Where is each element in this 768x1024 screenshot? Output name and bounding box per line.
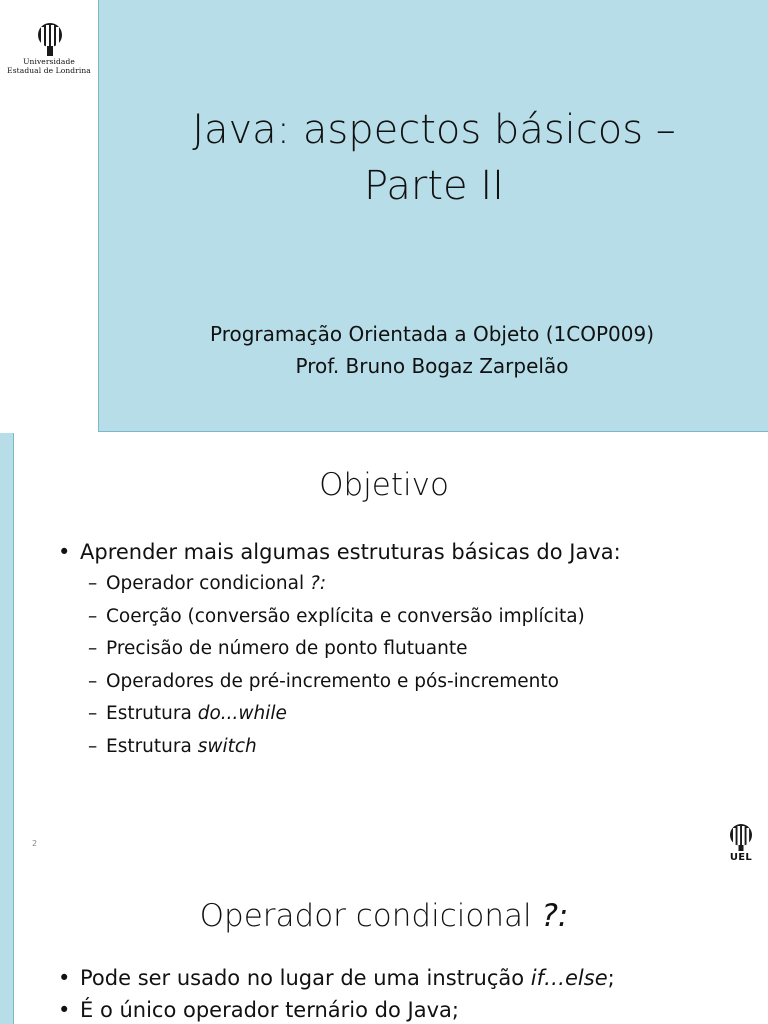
slide-accent-bar [0, 866, 14, 1024]
title-panel [98, 0, 768, 432]
bullet-item [58, 536, 758, 763]
title-line-1: Java: aspectos básicos – [192, 107, 676, 153]
university-name-line1: Universidade [23, 57, 75, 66]
sub-bullet-emphasis: switch [197, 735, 257, 757]
bullet-item [58, 962, 758, 994]
conditional-operator-slide [0, 866, 768, 1024]
sub-bullet-item [88, 666, 758, 699]
university-name-line2: Estadual de Londrina [7, 66, 91, 75]
sub-bullet-list [80, 568, 758, 763]
sub-bullet-item [88, 568, 758, 601]
course-name: Programação Orientada a Objeto (1COP009) [209, 322, 654, 346]
sub-bullet-item [88, 633, 758, 666]
university-name [0, 57, 98, 75]
slide-heading-text: Operador condicional [199, 898, 542, 934]
sub-bullet-text: Operador condicional [106, 573, 310, 594]
bullet-list [58, 962, 758, 1024]
slide-heading [0, 898, 768, 934]
sub-bullet-emphasis: ?: [310, 573, 327, 594]
sub-bullet-text: Operadores de pré-incremento e pós-incremento [106, 670, 559, 692]
sub-bullet-text: Estrutura [106, 703, 198, 724]
objective-slide [0, 433, 768, 866]
sub-bullet-text: Precisão de número de ponto flutuante [106, 638, 468, 659]
university-logo-icon [30, 22, 70, 58]
bullet-tail: ; [607, 966, 615, 990]
sub-bullet-item [88, 698, 758, 731]
slide-heading-emphasis: ?: [541, 898, 569, 934]
sub-bullet-item [88, 601, 758, 634]
bullet-item [58, 994, 758, 1024]
title-slide [0, 0, 768, 433]
uel-logo-text: UEL [729, 852, 753, 863]
title-line-2: Parte II [364, 163, 504, 209]
bullet-text: Pode ser usado no lugar de uma instrução [80, 966, 531, 990]
sub-bullet-text: Coerção (conversão explícita e conversão implícita) [106, 605, 585, 627]
professor-name: Prof. Bruno Bogaz Zarpelão [295, 354, 569, 378]
sub-bullet-item [88, 731, 758, 764]
university-logo-area [0, 0, 98, 433]
presentation-subtitle [99, 318, 765, 382]
sub-bullet-text: Estrutura [106, 735, 198, 757]
sub-bullet-emphasis: do...while [197, 703, 287, 724]
bullet-emphasis: if…else [530, 966, 608, 990]
slide-heading: Objetivo [319, 467, 449, 503]
page-number: 2 [32, 839, 38, 848]
bullet-list [58, 536, 758, 763]
bullet-text: É o único operador ternário do Java; [80, 998, 459, 1022]
bullet-text: Aprender mais algumas estruturas básicas do Java: [80, 540, 621, 564]
presentation-title [99, 102, 768, 214]
